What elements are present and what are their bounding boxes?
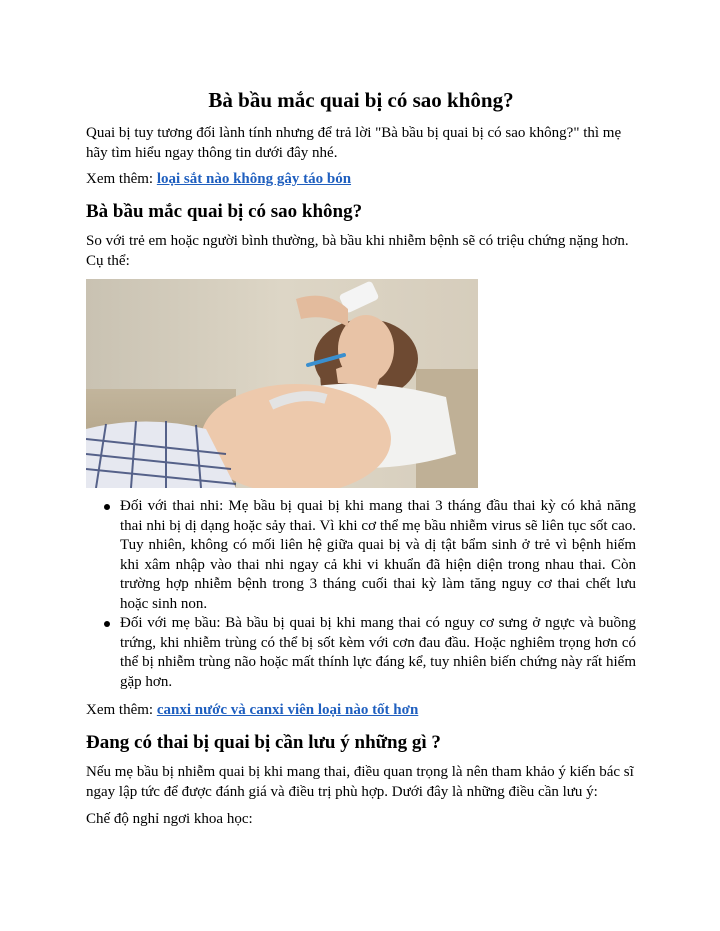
see-also-1 — [86, 170, 351, 190]
list-item — [86, 614, 636, 692]
list-item-text: Đối với mẹ bầu: Bà bầu bị quai bị khi mang thai có nguy cơ sưng ở ngực và buồng trứng, khi nhiễm trùng có thể bị sốt kèm với cơn đau đầu. Hoặc nghiêm trọng hơn có thể bị nhiễm trùng não hoặc mất thính lực đáng kể, tuy nhiên biến chứng này rất hiếm gặp hơn. — [120, 615, 636, 690]
list-item-text: Đối với thai nhi: Mẹ bầu bị quai bị khi mang thai 3 tháng đầu thai kỳ có khả năng thai nhi bị dị dạng hoặc sảy thai. Vì khi cơ thể mẹ bầu nhiễm virus sẽ liên tục sốt cao. Tuy nhiên, không có mối liên hệ giữa quai bị và dị tật bẩm sinh ở trẻ vì bệnh hiếm khi xâm nhập vào thai nhi ngay cả khi vi khuẩn đã hiện diện trong nhau thai. Còn trường hợp nhiễm bệnh trong 3 tháng cuối thai kỳ làm tăng nguy cơ thai chết lưu hoặc sinh non. — [120, 498, 636, 612]
list-item — [86, 497, 636, 614]
page-title: Bà bầu mắc quai bị có sao không? — [208, 88, 514, 112]
section-2-text: Nếu mẹ bầu bị nhiễm quai bị khi mang thai, điều quan trọng là nên tham khảo ý kiến bác sĩ ngay lập tức để được đánh giá và điều trị phù hợp. Dưới đây là những điều cần lưu ý: — [86, 764, 634, 800]
section-1-text: So với trẻ em hoặc người bình thường, bà bầu khi nhiễm bệnh sẽ có triệu chứng nặng hơn. Cụ thể: — [86, 233, 629, 269]
intro-paragraph: Quai bị tuy tương đối lành tính nhưng để trả lời "Bà bầu bị quai bị có sao không?" thì mẹ hãy tìm hiểu ngay thông tin dưới đây nhé. — [86, 125, 622, 161]
see-also-2-link[interactable]: canxi nước và canxi viên loại nào tốt hơn — [156, 702, 419, 718]
see-also-2-prefix: Xem thêm: — [86, 702, 157, 718]
photo-illustration — [86, 279, 478, 488]
closing-text: Chế độ nghỉ ngơi khoa học: — [86, 811, 253, 827]
see-also-2 — [86, 701, 418, 721]
section-1-heading: Bà bầu mắc quai bị có sao không? — [86, 201, 363, 222]
pregnant-woman-photo — [86, 279, 478, 488]
see-also-1-link[interactable]: loại sắt nào không gây táo bón — [156, 171, 352, 187]
bullet-dot — [104, 504, 110, 510]
bullet-list — [86, 497, 636, 692]
bullet-dot — [104, 621, 110, 627]
section-2-heading: Đang có thai bị quai bị cần lưu ý những gì ? — [86, 732, 441, 753]
see-also-1-prefix: Xem thêm: — [86, 171, 157, 187]
